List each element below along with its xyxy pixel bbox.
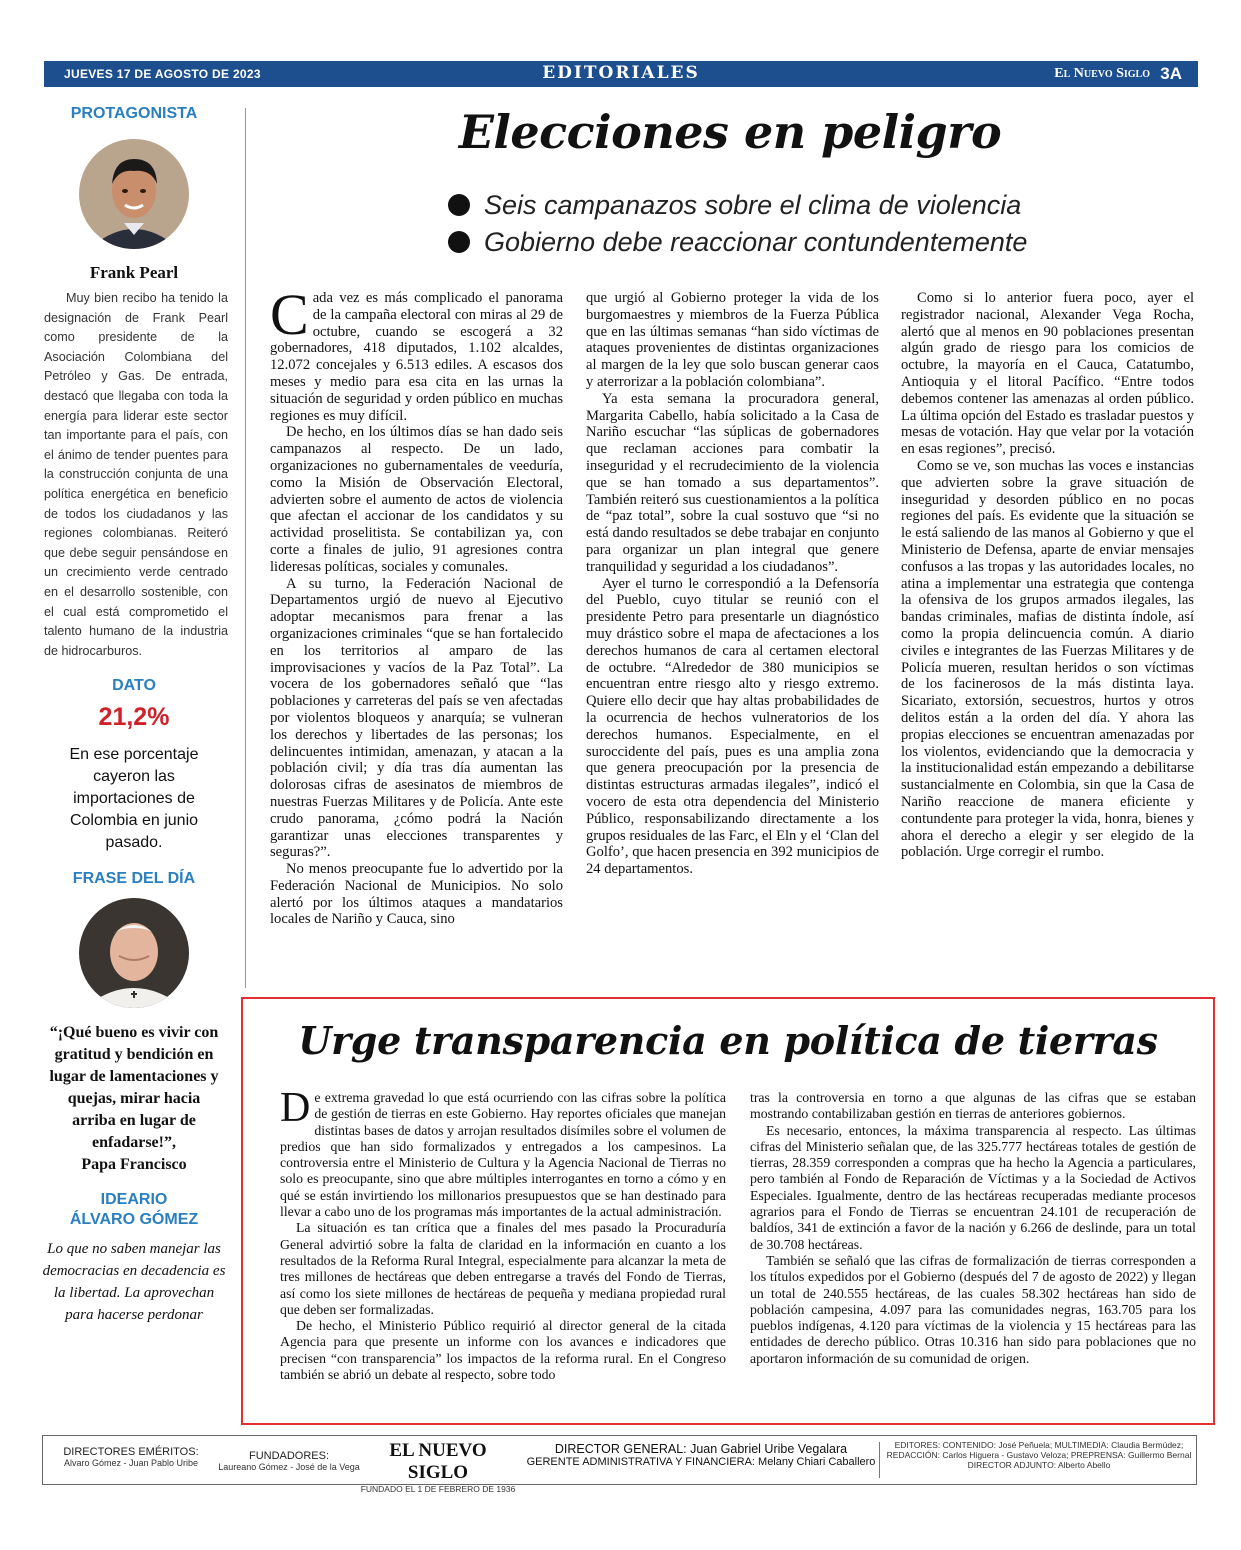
page-number: 3A	[1160, 64, 1182, 83]
footer-divider	[879, 1442, 880, 1478]
paragraph: Ayer el turno le correspondió a la Defensoría del Pueblo, cuyo titular se reunió con el presidente Petro para presentarle un diagnóstico muy drástico sobre el mapa de afectaciones a los derechos humanos de cara al certamen electoral de octubre. “Alrededor de 380 municipios se encuentran entre riesgo alto y riesgo extremo. Quiere ello decir que hay altas probabilidades de la ocurrencia de hechos vulneratorios de los derechos humanos. Especialmente, en el suroccidente del país, pues es una amplia zona que genera preocupación por la presencia de distintas estructuras armadas ilegales”, indicó el vocero de esta otra dependencia del Ministerio Público, responsabilizando directamente a los grupos residuales de las Farc, el Eln y el ‘Clan del Golfo’, que hacen presencia en 392 municipios de 24 departamentos.	[586, 575, 880, 878]
paragraph: La situación es tan crítica que a finales del mes pasado la Procuraduría General advirtió sobre la falta de claridad en la información en cuanto a los resultados de la Reforma Rural Integral, especialmente para alcanzar la meta de tres millones de hectáreas que deben entregarse a través del Fondo de Tierras, así como los siete millones de hectáreas de pequeña y mediana propiedad rural que deben ser formalizadas.	[280, 1220, 726, 1317]
editorial1-column-1	[270, 282, 563, 928]
protagonista-text: Muy bien recibo ha tenido la designación de Frank Pearl como presidente de la Asociación Colombiana del Petróleo y Gas. De entrada, destacó que llegaba con toda la energía para liderar este sector tan importante para el país, con el ánimo de tender puentes para la construcción conjunta de una política energética en beneficio de todos los ciudadanos y las regiones colombianas. Reiteró que debe seguir pensándose en un crecimiento verde centrado en el desarrollo sostenible, con el cual está comprometido el talento humano de la industria de hidrocarburos.	[44, 291, 228, 658]
paragraph: Como si lo anterior fuera poco, ayer el registrador nacional, Alexander Vega Rocha, alertó que al menos en 90 poblaciones presentan algún grado de riesgo para los comicios de octubre, la mayoría en el Cauca, Catatumbo, Antioquia y el litoral Pacífico. “Entre todos debemos contener las amenazas al orden público. La última opción del Estado es trasladar puestos y mesas de votación. Hay que velar por la votación en esas regiones”, precisó.	[901, 290, 1194, 458]
dato-text: En ese porcentaje cayeron las importaciones de Colombia en junio pasado.	[69, 746, 199, 852]
ideario-text: Lo que no saben manejar las democracias en decadencia es la libertad. La aprovechan para hacerse perdonar	[42, 1241, 226, 1324]
paragraph: No menos preocupante fue lo advertido por la Federación Nacional de Municipios. No solo alertó por los últimos ataques a mandatarios locales de Nariño y Cauca, sino	[270, 861, 563, 928]
frase-label: FRASE DEL DÍA	[72, 870, 196, 888]
paragraph: que urgió al Gobierno proteger la vida de los burgomaestres y miembros de la Fuerza Pública que en las últimas semanas “han sido víctimas de ataques provenientes de distintas organizaciones al margen de la ley que solo buscan generar caos y aterrorizar a la población colombiana”.	[586, 290, 879, 390]
paragraph: A su turno, la Federación Nacional de Departamentos urgió de nuevo al Ejecutivo adoptar mecanismos para frenar a las organizaciones criminales “que se han fortalecido en los territorios al amparo de las improvisaciones y vacíos de la Paz Total”. La vocera de los gobernadores señaló que “las poblaciones y carreteras del país se ven afectadas por violentos bloqueos y anarquía; se vulneran los derechos y libertades de las personas; los delincuentes intimidan, amenazan, y atacan a la población civil; y día tras día aumentan las dolorosas cifras de asesinatos de miembros de nuestras Fuerzas Militares y de Policía. Ante este crudo panorama, ¿cómo podrá la Nación garantizar unas elecciones transparentes y seguras?”.	[270, 575, 563, 861]
paragraph: Cada vez es más complicado el panorama de la campaña electoral con miras al 29 de octubre, cuando se escogerá a 32 gobernadores, 418 diputados, 1.102 alcaldes, 12.072 concejales y 6.513 ediles. A escasos dos meses y medio para esa cita en las urnas la situación de seguridad y orden público en muchas regiones es muy difícil.	[270, 282, 563, 424]
drop-cap: C	[270, 282, 309, 347]
fundadores: FUNDADORES: Laureano Gómez - José de la Vega	[218, 1450, 360, 1472]
footer-logo: EL NUEVO SIGLO FUNDADO EL 1 DE FEBRERO DE 1936	[360, 1440, 516, 1494]
sidebar	[40, 105, 228, 1326]
masthead-footer	[42, 1435, 1197, 1494]
paragraph: También se señaló que las cifras de formalización de tierras corresponden a los títulos expedidos por el Gobierno (después del 7 de agosto de 2022) y llegan un total de 240.555 hectáreas, de las cuales 58.302 hectáreas han sido de población campesina, 4.097 para las comunidades negras, 163.705 para los pueblos indígenas, 4.120 para víctimas de la violencia y 15 hectáreas para las entidades de derecho público. Otras 10.316 han sido para poblaciones que no aportaron información de su comunidad de origen.	[750, 1252, 1196, 1366]
editorial2-title: Urge transparencia en política de tierras	[298, 1018, 1158, 1063]
editors: EDITORES: CONTENIDO: José Peñuela; MULTIMEDIA: Claudia Bermúdez; REDACCIÓN: Carlos Higuera - Gustavo Veloza; PREPRENSA: Guillermo Bernal DIRECTOR ADJUNTO: Alberto Abello	[886, 1440, 1192, 1470]
directores-emeritos: DIRECTORES EMÉRITOS: Alvaro Gómez - Juan Pablo Uribe	[63, 1446, 199, 1468]
paragraph: tras la controversia en torno a que algunas de las cifras que se estaban mostrando contabilizaban gestión en tierras de anteriores gobiernos.	[750, 1090, 1196, 1122]
section-title: EDITORIALES	[542, 63, 700, 83]
page-header	[44, 61, 1198, 87]
protagonista-label: PROTAGONISTA	[70, 105, 198, 122]
header-brand: El Nuevo Siglo	[1054, 66, 1150, 81]
paragraph: Como se ve, son muchas las voces e instancias que advierten sobre la grave situación de inseguridad y desorden público en no pocas regiones del país. Es evidente que la situación se le está saliendo de las manos al Gobierno y que el Ministerio de Defensa, aparte de enviar mensajes confusos a las tropas y las autoridades locales, no atina a implementar una estrategia que contenga la ofensiva de los grupos armados ilegales, las bandas criminales, mafias de distinta índole, así como la propia delincuencia común. A diario civiles e integrantes de las Fuerzas Militares y de Policía mueren, resultan heridos o son víctimas de los facinerosos de la más distinta laya. Sicariato, extorsión, secuestros, hurtos y otros delitos están a la orden del día. Y ahora las propias elecciones se encuentran amenazadas por los violentos, evidenciando que la democracia y la institucionalidad están empezando a debilitarse sustancialmente en Colombia, sin que la Casa de Nariño reaccione de manera eficiente y contundente para proteger la vida, honra, bienes y ahora el derecho a elegir y ser elegido de la población. Urge corregir el rumbo.	[901, 457, 1194, 861]
paragraph: Es necesario, entonces, la máxima transparencia al respecto. Las últimas cifras del Ministerio señalan que, de las 325.777 hectáreas totales de gestión de tierras, 28.359 corresponden a compras que ha hecho la Agencia a particulares, pero también al Fondo de Reparación de Víctimas y a la Sociedad de Activos Especiales. Igualmente, dentro de las hectáreas recuperadas mediante procesos agrarios para el Fondo de Tierras se encuentran 24.101 de recuperación de baldíos, 341 de extinción a favor de la nación y 6.266 de deslinde, para un total de 30.708 hectáreas.	[750, 1122, 1196, 1252]
ideario-label	[40, 1190, 228, 1230]
editorial2-column-1	[280, 1085, 726, 1383]
bullet-dot-icon	[448, 194, 470, 216]
paragraph: Ya esta semana la procuradora general, Margarita Cabello, había solicitado a la Casa de Nariño escuchar “las súplicas de gobernadores que reclaman acciones para combatir la inseguridad y el recrudecimiento de la violencia que se han tomado a sus departamentos”. También reiteró sus cuestionamientos a la política de “paz total”, sobre la cual sostuvo que “si no está dando resultados se debe trabajar en conjunto para organizar un plan integral que genere tranquilidad y seguridad a los ciudadanos”.	[586, 390, 879, 575]
bullet-dot-icon	[448, 231, 470, 253]
editorial2-column-2	[750, 1090, 1196, 1367]
header-date: JUEVES 17 DE AGOSTO DE 2023	[64, 67, 261, 81]
protagonista-photo	[79, 139, 189, 249]
frase-author: Papa Francisco	[81, 1156, 187, 1174]
drop-cap: D	[280, 1085, 311, 1131]
paragraph: De hecho, el Ministerio Público requirió al director general de la citada Agencia para que presente un informe con los avances e indicadores que precisen “con transparencia” los impactos de la reforma rural. En el Congreso también se abrió un debate al respecto, sobre todo	[280, 1318, 726, 1383]
column-divider	[245, 108, 246, 988]
paragraph: De hecho, en los últimos días se han dado seis campanazos al respecto. De un lado, organizaciones no gubernamentales de veeduría, como la Misión de Observación Electoral, advierten sobre el aumento de actos de violencia que afectan el accionar de los candidatos y su actividad proselitista. Se contabilizan ya, con corte a finales de julio, 91 agresiones contra lideresas políticas, sociales y comunales.	[270, 424, 563, 575]
editorial-bullets	[448, 187, 1027, 261]
editorial-title: Elecciones en peligro	[458, 105, 1002, 159]
frase-photo	[79, 898, 189, 1008]
bullet-item: Seis campanazos sobre el clima de violencia	[448, 187, 1027, 224]
directors: DIRECTOR GENERAL: Juan Gabriel Uribe Vegalara GERENTE ADMINISTRATIVA Y FINANCIERA: Melany Chiari Caballero	[526, 1442, 876, 1468]
editorial1-column-2	[586, 290, 879, 878]
frase-quote: “¡Qué bueno es vivir con gratitud y bendición en lugar de lamentaciones y quejas, mirar hacia arriba en lugar de enfadarse!”,	[49, 1024, 219, 1152]
ideario-title: IDEARIO	[100, 1191, 168, 1209]
paragraph: De extrema gravedad lo que está ocurriendo con las cifras sobre la política de gestión de tierras en este Gobierno. Hay reportes oficiales que manejan distintas bases de datos y arrojan resultados disímiles sobre el volumen de predios que han sido formalizados y entregados a los campesinos. La controversia entre el Ministerio de Cultura y la Agencia Nacional de Tierras no solo es preocupante, sino que abre múltiples interrogantes en torno a cómo y en qué se están invirtiendo los millonarios presupuestos que se han destinado para llevar a cabo uno de los programas más importantes de la actual administración.	[280, 1085, 726, 1220]
bullet-item: Gobierno debe reaccionar contundentemente	[448, 224, 1027, 261]
dato-label: DATO	[112, 677, 156, 695]
protagonista-name: Frank Pearl	[89, 263, 179, 282]
ideario-name: ÁLVARO GÓMEZ	[69, 1211, 199, 1229]
editorial1-column-3	[901, 290, 1194, 861]
dato-value: 21,2%	[98, 703, 170, 732]
